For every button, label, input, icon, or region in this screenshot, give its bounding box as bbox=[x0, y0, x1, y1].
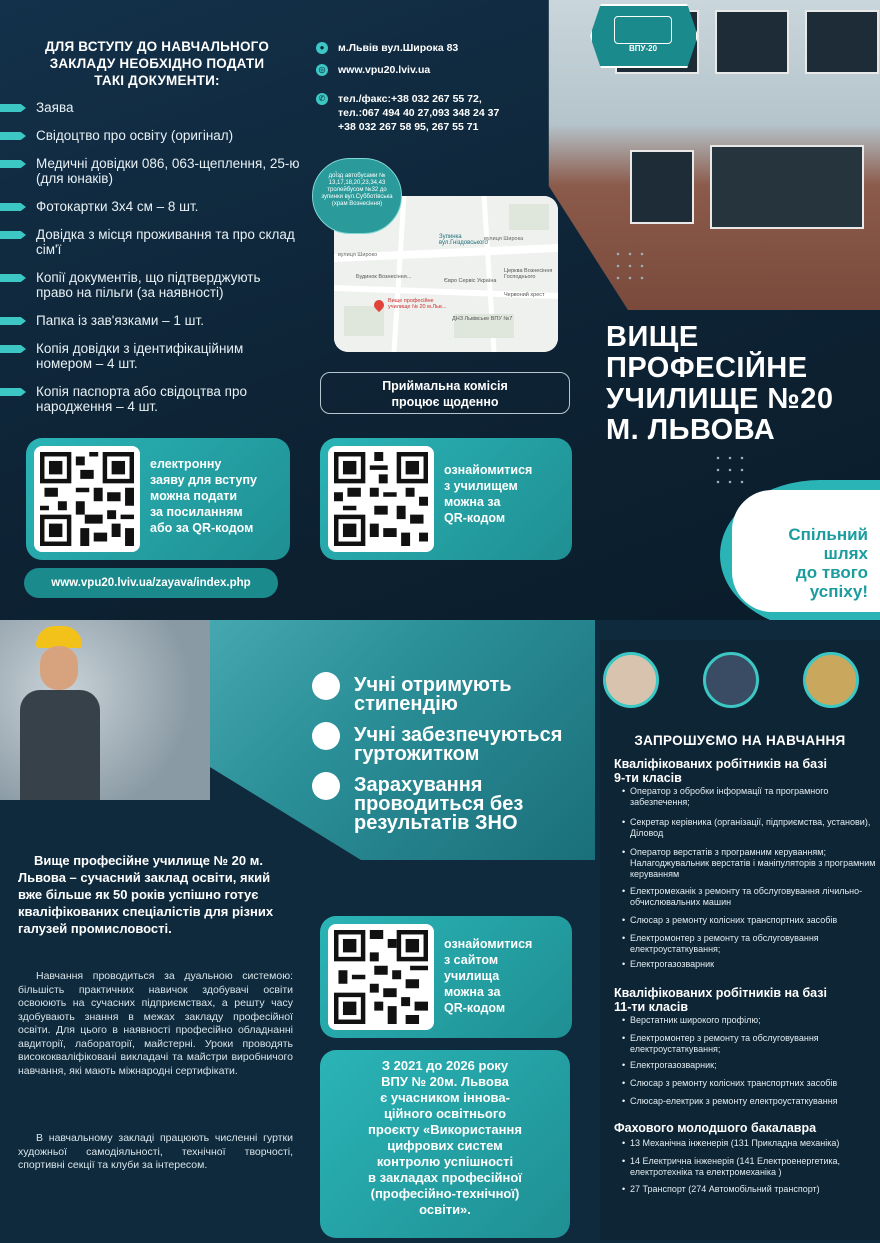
site-link[interactable]: www.vpu20.lviv.ua bbox=[338, 64, 431, 76]
qr-site-text: ознайомитися з сайтом училища можна за QR-кодом bbox=[444, 937, 533, 1015]
map-poi-label: Євро Сервіс Україна bbox=[444, 278, 497, 284]
document-check-icon bbox=[312, 772, 340, 800]
dormitory-icon bbox=[312, 722, 340, 750]
qr-code-application[interactable] bbox=[34, 446, 140, 552]
map-poi-label: Будинок Вознесіння... bbox=[356, 274, 412, 280]
qr-school-text: ознайомитися з училищем можна за QR-кодом bbox=[444, 463, 533, 525]
specialty-item: • 27 Транспорт (274 Автомобільний транспорт) bbox=[622, 1184, 878, 1195]
office-photo bbox=[603, 652, 659, 708]
qr-code-school[interactable] bbox=[328, 446, 434, 552]
project-info: З 2021 до 2026 року ВПУ № 20м. Львова є учасником іннова- ційного освітнього проєкту «Використання цифрових систем контролю успішності в закладах професійної (професійно-технічної) освіти». bbox=[320, 1050, 570, 1238]
specialty-item: • Верстатник широкого профілю; bbox=[622, 1015, 878, 1026]
section-heading-11: Кваліфікованих робітників на базі 11-ти класів bbox=[614, 986, 827, 1014]
globe-icon: ◎ bbox=[316, 64, 328, 76]
logo-text: ВПУ-20 bbox=[628, 44, 658, 53]
admission-commission: Приймальна комісія процює щоденно bbox=[320, 372, 570, 414]
qr-application-text: електронну заяву для вступу можна подати за посиланням або за QR-кодом bbox=[150, 457, 257, 535]
qr-pattern bbox=[40, 452, 134, 546]
list-item: Свідоцтво про освіту (оригінал) bbox=[0, 128, 300, 143]
section-heading-9: Кваліфікованих робітників на базі 9-ти класів bbox=[614, 757, 827, 785]
specialty-item: • Секретар керівника (організації, підприємства, установи), Діловод bbox=[622, 817, 878, 839]
map-stop-label: Зупинка вул.Гніздовського bbox=[439, 234, 488, 246]
overalls bbox=[20, 690, 100, 800]
documents-list bbox=[0, 100, 300, 427]
list-item: Довідка з місця проживання та про склад сім'ї bbox=[0, 227, 300, 257]
specialty-item: • Електрогазозварник; bbox=[622, 1060, 878, 1071]
list-item: Заява bbox=[0, 100, 300, 115]
list-item: Фотокартки 3х4 см – 8 шт. bbox=[0, 199, 300, 214]
decor-dots bbox=[712, 452, 752, 492]
location-icon: ● bbox=[316, 42, 328, 54]
page-title: ВИЩЕ ПРОФЕСІЙНЕ УЧИЛИЩЕ №20 М. ЛЬВОВА bbox=[606, 321, 834, 446]
qr-pattern bbox=[334, 930, 428, 1024]
benefit-dormitory: Учні забезпечуються гуртожитком bbox=[354, 724, 563, 765]
application-url[interactable]: www.vpu20.lviv.ua/zayava/index.php bbox=[24, 568, 278, 598]
entrance bbox=[710, 145, 864, 229]
map-poi-label: ДНЗ Львівське ВПУ №7 bbox=[452, 316, 513, 322]
map-poi-label: Церква Вознесіння Господнього bbox=[504, 268, 553, 280]
map-poi-label: Червоний хрест bbox=[504, 292, 545, 298]
bus-info-bubble: доЇзд автобусами № 13,17,18,20,23,34,43 тролейбусом №32 до зупинки вул.Субботівська (храм Вознесіння) bbox=[312, 158, 402, 234]
map-street-label: вулиця Широка bbox=[484, 236, 524, 242]
address-text: м.Львів вул.Широка 83 bbox=[338, 42, 459, 54]
intro-text: Вище професійне училище № 20 м. Львова – сучасний заклад освіти, який вже більше як 50 років успішно готує кваліфікованих спеціалістів для різних галузей промисловості. bbox=[18, 853, 274, 936]
slogan-text: Спільний шлях до твого успіху! bbox=[788, 525, 868, 601]
phone-block: тел./факс:+38 032 267 55 72, тел.:067 494 40 27,093 348 24 37 +38 032 267 58 95, 267 55 71 bbox=[338, 93, 500, 133]
decor-dots bbox=[612, 248, 652, 288]
benefit-scholarship: Учні отримують стипендію bbox=[354, 674, 512, 715]
helmet-icon bbox=[36, 626, 82, 648]
specialty-item: • Електромонтер з ремонту та обслуговування електроустаткування; bbox=[622, 933, 878, 955]
documents-heading: ДЛЯ ВСТУПУ ДО НАВЧАЛЬНОГО ЗАКЛАДУ НЕОБХІДНО ПОДАТИ ТАКІ ДОКУМЕНТИ: bbox=[44, 39, 270, 88]
specialty-item: • Слюсар з ремонту колісних транспортних засобів bbox=[622, 915, 878, 926]
phone-icon: ✆ bbox=[316, 93, 328, 105]
list-item: Папка із зав'язками – 1 шт. bbox=[0, 313, 300, 328]
qr-code-site[interactable] bbox=[328, 924, 434, 1030]
specialty-item: • Електрогазозварник bbox=[622, 959, 878, 970]
top-panel bbox=[0, 0, 880, 620]
paragraph-clubs: В навчальному закладі працюють численні гуртки художньої самодіяльності, технічної творчості, спортивні секції та клуби за інтересом. bbox=[18, 1132, 293, 1171]
list-item: Копія довідки з ідентифікаційним номером – 4 шт. bbox=[0, 341, 300, 371]
window bbox=[630, 150, 694, 224]
face bbox=[40, 646, 78, 690]
invite-heading: ЗАПРОШУЄМО НА НАВЧАННЯ bbox=[634, 733, 846, 748]
coins-icon bbox=[312, 672, 340, 700]
qr-pattern bbox=[334, 452, 428, 546]
list-item: Медичні довідки 086, 063-щеплення, 25-ю (для юнаків) bbox=[0, 156, 300, 186]
list-item: Копії документів, що підтверджують право на пільги (за наявності) bbox=[0, 270, 300, 300]
building-photo bbox=[520, 0, 880, 310]
mechanic-photo bbox=[803, 652, 859, 708]
specialty-item: • Оператор верстатів з програмним керуванням; Налагоджувальник верстатів і маніпуляторів з програмним керуванням bbox=[622, 847, 878, 880]
worker-photo bbox=[0, 620, 210, 800]
specialty-item: • Слюсар з ремонту колісних транспортних засобів bbox=[622, 1078, 878, 1089]
welding-photo bbox=[703, 652, 759, 708]
lions-emblem-icon bbox=[614, 16, 672, 44]
list-item: Копія паспорта або свідоцтва про народження – 4 шт. bbox=[0, 384, 300, 414]
paragraph-dual-system: Навчання проводиться за дуальною системою: більшість практичних навичок здобувачі освіти освоюють на сучасних підприємствах, а решту часу здобувають знання в межах закладу професійної освіти. Для цього в наявності професійно обладнанні авдиторії, лабораторії, майстерні. Уроки проводять висококваліфіковані викладачі та майстри виробничого навчання, які мають міжнародні сертифікати. bbox=[18, 970, 293, 1077]
window bbox=[715, 10, 789, 74]
specialty-item: • Електромеханік з ремонту та обслуговування лічильно-обчислювальних машин bbox=[622, 886, 878, 908]
benefit-enrollment: Зарахування проводиться без результатів ЗНО bbox=[354, 774, 524, 834]
specialty-item: • 14 Електрична інженерія (141 Електроенергетика, електротехніка та електромеханіка ) bbox=[622, 1156, 878, 1178]
map-school-label: Вище професійне училище № 20 м.Льв... bbox=[388, 298, 447, 310]
section-heading-bachelor: Фахового молодшого бакалавра bbox=[614, 1121, 817, 1135]
specialty-item: • Електромонтер з ремонту та обслуговування електроустаткування; bbox=[622, 1033, 878, 1055]
specialty-item: • Оператор з обробки інформації та програмного забезпечення; bbox=[622, 786, 878, 808]
specialty-item: • 13 Механічна інженерія (131 Прикладна механіка) bbox=[622, 1138, 878, 1149]
window bbox=[805, 10, 879, 74]
map-street-label: вулиця Широко bbox=[338, 252, 378, 258]
specialty-item: • Слюсар-електрик з ремонту електроустаткування bbox=[622, 1096, 878, 1107]
